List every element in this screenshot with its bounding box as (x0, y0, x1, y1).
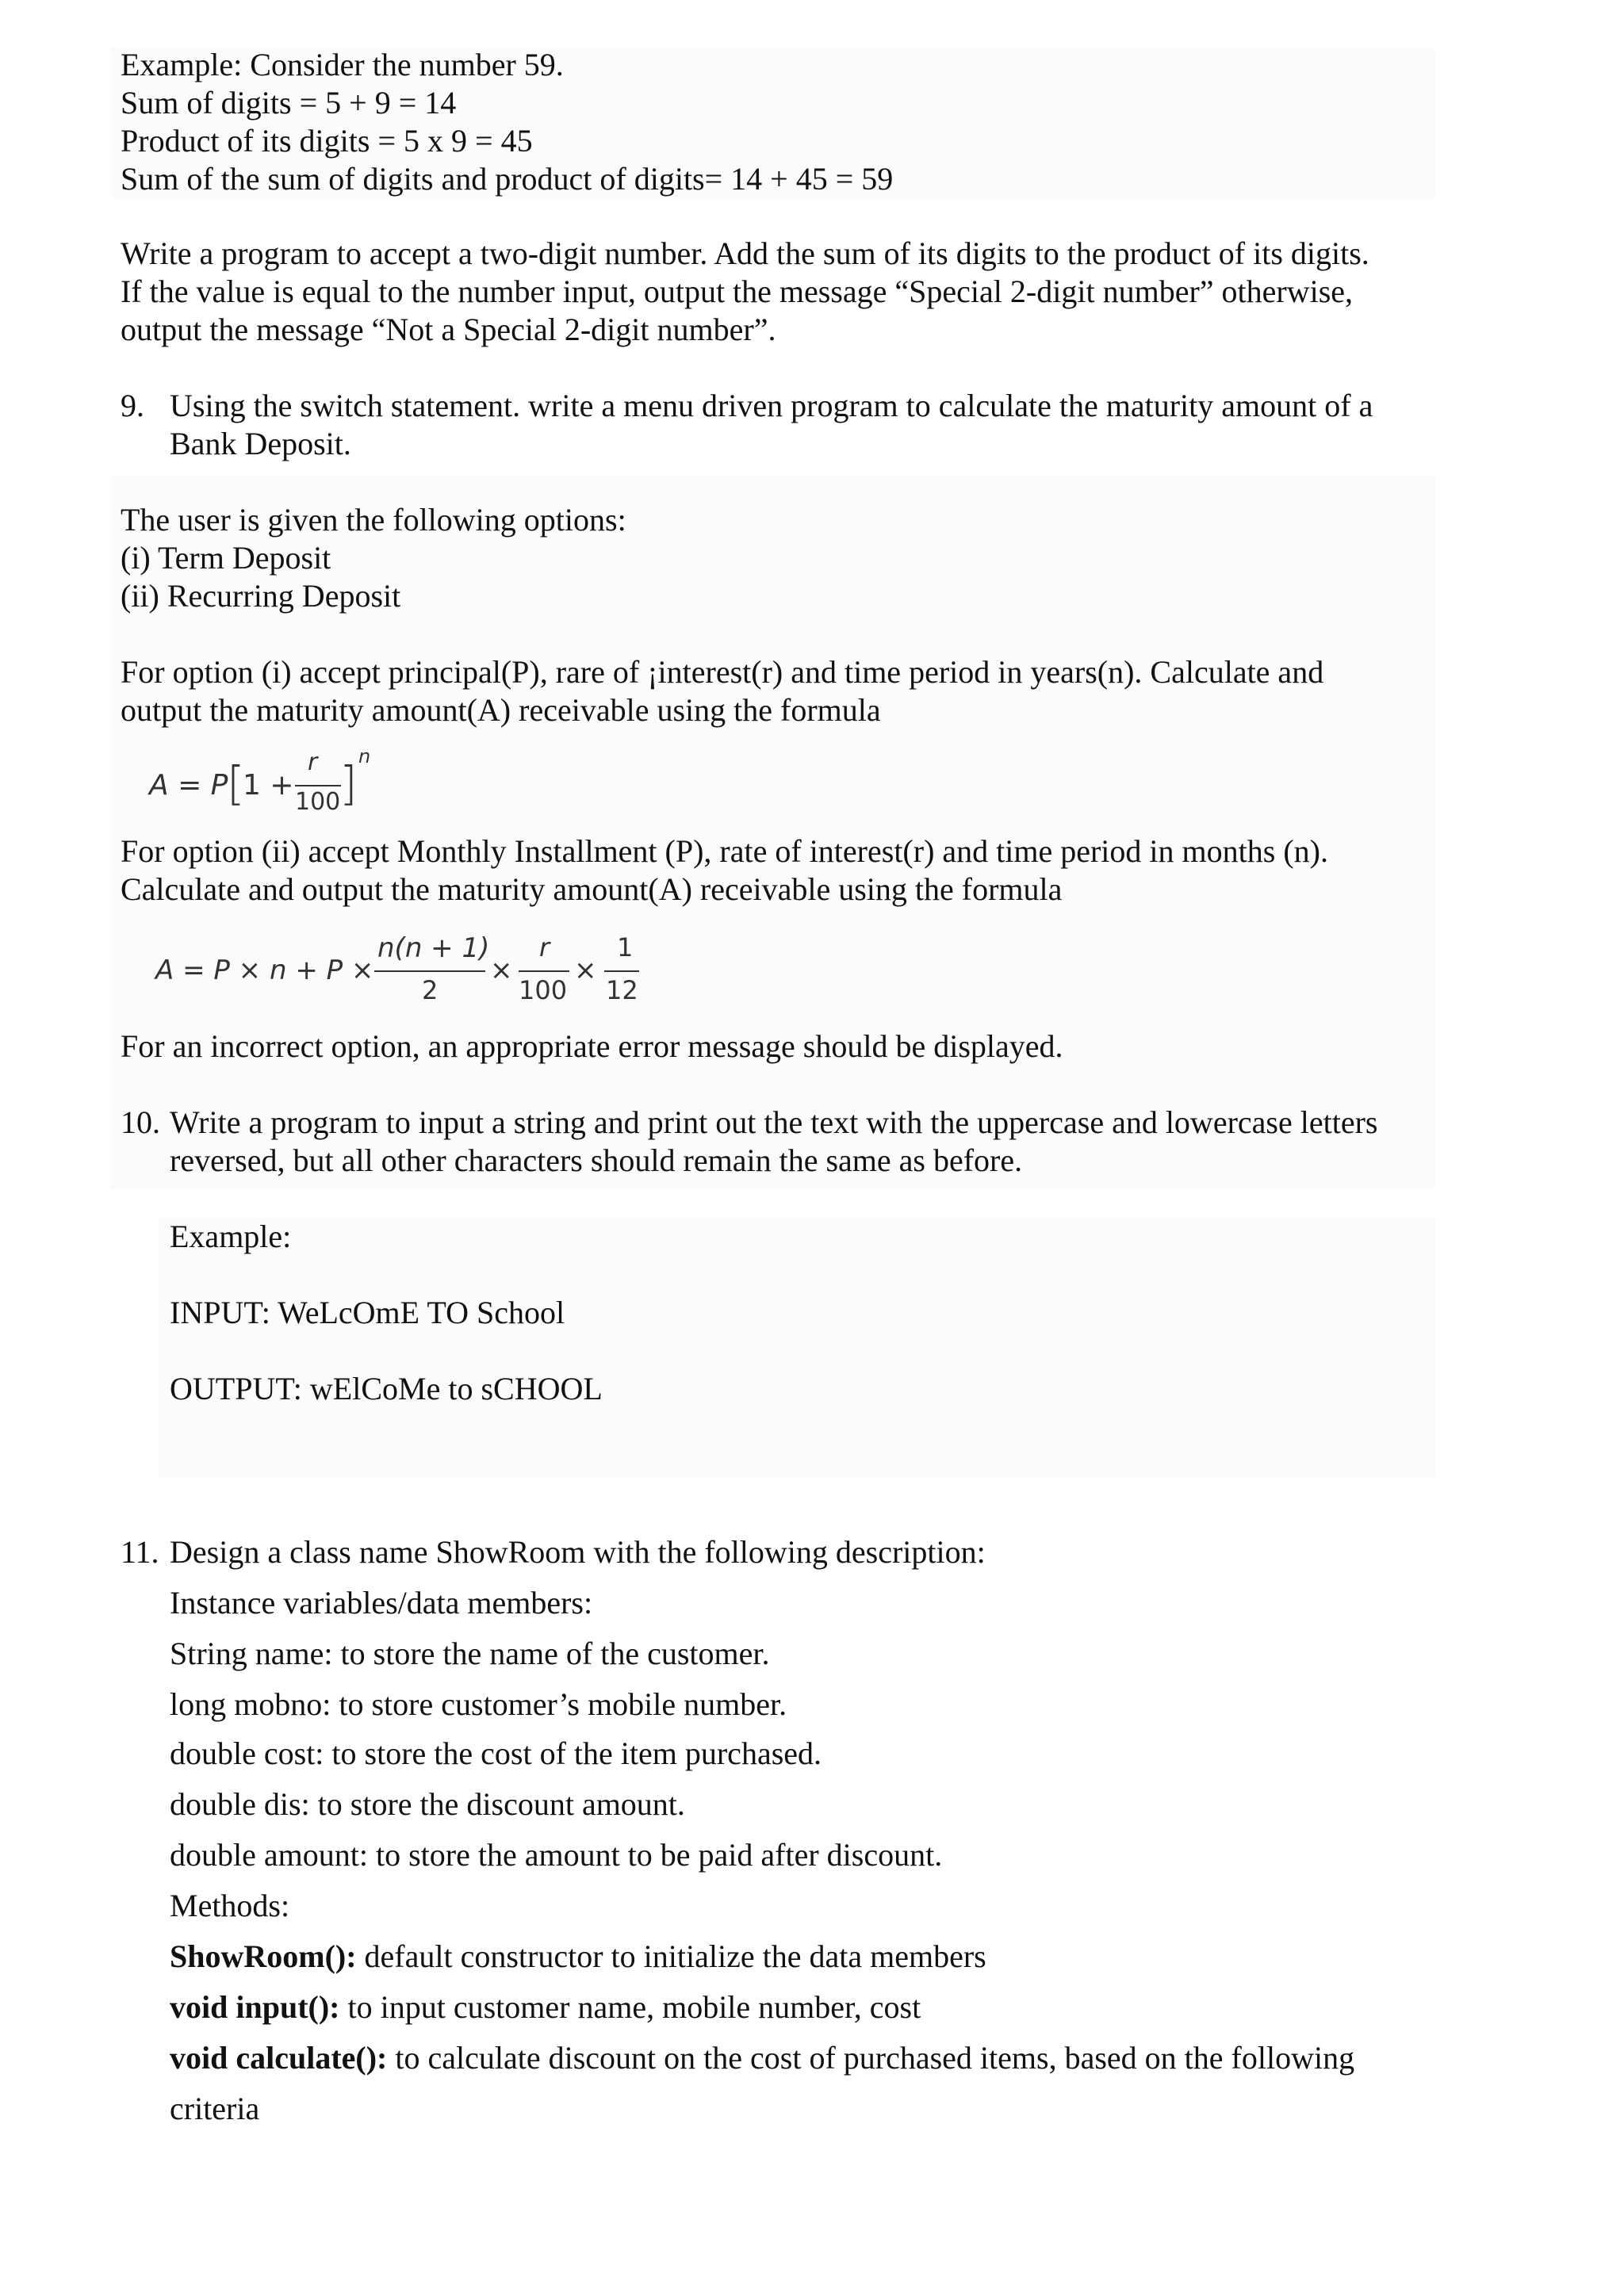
q11-methods-heading: Methods: (170, 1888, 290, 1923)
q11-var-dis: double dis: to store the discount amount. (170, 1786, 685, 1822)
q9-line-1: Using the switch statement. write a menu driven program to calculate the maturity amount of a (170, 388, 1373, 423)
m1-description: default constructor to initialize the data members (356, 1938, 986, 1974)
m1-signature: ShowRoom(): (170, 1938, 357, 1974)
task-line-1: Write a program to accept a two-digit number. Add the sum of its digits to the product of its digits. (121, 235, 1369, 271)
q9-error-line: For an incorrect option, an appropriate error message should be displayed. (121, 1028, 1063, 1064)
f1-lhs: A = P (149, 769, 228, 802)
m2-description: to input customer name, mobile number, cost (339, 1989, 921, 2025)
f1-fraction-bar (295, 785, 341, 786)
q10-example-label: Example: (170, 1219, 292, 1254)
q9-opt1-line-1: For option (i) accept principal(P), rare of ¡interest(r) and time period in years(n). Calculate and (121, 654, 1324, 690)
m3-description: to calculate discount on the cost of purchased items, based on the following (387, 2040, 1355, 2076)
task-line-2: If the value is equal to the number input, output the message “Special 2-digit number” otherwise, (121, 274, 1354, 309)
q11-var-amount: double amount: to store the amount to be paid after discount. (170, 1837, 943, 1873)
f2-times-1: × (490, 955, 513, 986)
f2-frac1-num: n(n + 1) (377, 932, 490, 964)
q9-opt2-line-2: Calculate and output the maturity amount(A) receivable using the formula (121, 871, 1063, 907)
f1-exp: n (358, 745, 371, 767)
f2-times-2: × (574, 955, 597, 986)
q10-line-2: reversed, but all other characters should remain the same as before. (170, 1142, 1023, 1178)
q9-number: 9. (121, 388, 144, 423)
q10-line-1: Write a program to input a string and print out the text with the uppercase and lowercase letters (170, 1104, 1378, 1140)
example-line-1: Example: Consider the number 59. (121, 47, 564, 82)
f1-bracket-open: [ (227, 756, 245, 810)
q10-output: OUTPUT: wElCoMe to sCHOOL (170, 1371, 603, 1406)
f1-num: r (308, 748, 318, 776)
shade-example (159, 1217, 1435, 1479)
q11-method-constructor (170, 1938, 986, 1976)
f1-den: 100 (295, 788, 341, 816)
m3-signature: void calculate(): (170, 2040, 388, 2076)
q9-options-intro: The user is given the following options: (121, 502, 626, 538)
q9-opt1-line-2: output the maturity amount(A) receivable using the formula (121, 692, 881, 728)
f2-frac1-den: 2 (422, 975, 439, 1005)
f2-frac3-num: 1 (617, 932, 634, 962)
f2-frac3-bar (604, 970, 639, 972)
f2-lhs: A = P × n + P × (155, 955, 374, 986)
task-line-3: output the message “Not a Special 2-digit number”. (121, 312, 776, 347)
q11-method-input (170, 1988, 921, 2026)
q11-var-cost: double cost: to store the cost of the item purchased. (170, 1735, 822, 1771)
q11-number: 11. (121, 1534, 159, 1570)
q9-option-1: (i) Term Deposit (121, 540, 331, 576)
term-deposit-formula (143, 745, 396, 825)
example-line-4: Sum of the sum of digits and product of digits= 14 + 45 = 59 (121, 161, 894, 197)
f2-frac1-bar (374, 970, 485, 972)
q9-line-2: Bank Deposit. (170, 426, 351, 461)
example-line-3: Product of its digits = 5 x 9 = 45 (121, 123, 533, 159)
q11-instance-heading: Instance variables/data members: (170, 1585, 593, 1621)
q11-var-mobno: long mobno: to store customer’s mobile number. (170, 1686, 787, 1722)
q11-method-calculate (170, 2039, 1354, 2077)
f1-bracket-close: ] (339, 756, 358, 810)
example-line-2: Sum of digits = 5 + 9 = 14 (121, 85, 457, 121)
q11-method-calculate-cont: criteria (170, 2091, 260, 2126)
q9-opt2-line-1: For option (ii) accept Monthly Installment (P), rate of interest(r) and time period in months (n). (121, 833, 1328, 869)
q11-title: Design a class name ShowRoom with the following description: (170, 1534, 986, 1570)
f2-frac3-den: 12 (606, 975, 638, 1005)
q11-var-name: String name: to store the name of the customer. (170, 1636, 770, 1671)
q9-option-2: (ii) Recurring Deposit (121, 578, 401, 614)
q10-input: INPUT: WeLcOmE TO School (170, 1295, 565, 1330)
q10-number: 10. (121, 1104, 160, 1140)
m2-signature: void input(): (170, 1989, 340, 2025)
recurring-deposit-formula (143, 926, 666, 1013)
f2-frac2-bar (519, 970, 569, 972)
f1-one-plus: 1 + (243, 769, 294, 802)
f2-frac2-num: r (539, 932, 550, 962)
f2-frac2-den: 100 (519, 975, 568, 1005)
